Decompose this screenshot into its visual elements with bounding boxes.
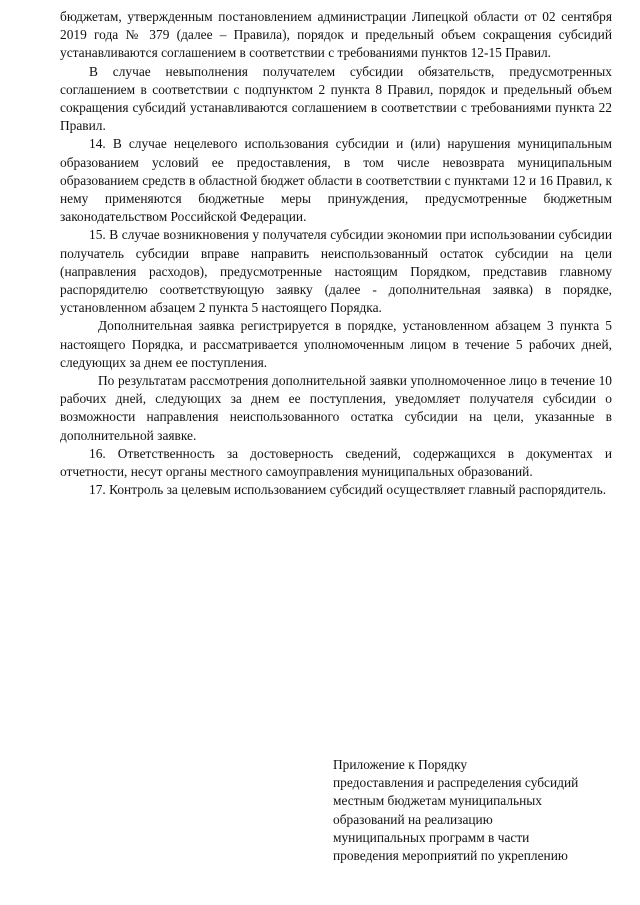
appendix-line: проведения мероприятий по укреплению (333, 848, 568, 864)
appendix-line: образований на реализацию (333, 811, 493, 827)
appendix-heading (333, 756, 618, 865)
appendix-line: предоставления и распределения субсидий (333, 775, 579, 791)
appendix-line: местным бюджетам муниципальных (333, 793, 542, 809)
document-body (60, 8, 612, 499)
paragraph-rules-continuation: бюджетам, утвержденным постановлением администрации Липецкой области от 02 сентября 2019 года № 379 (далее – Правила), порядок и предельный объем сокращения субсидий устанавливаются соглашением в соответствии с требованиями пунктов 12-15 Правил. (60, 9, 612, 61)
paragraph-review-results: По результатам рассмотрения дополнительной заявки уполномоченное лицо в течение 10 рабочих дней, следующих за днем ее поступления, уведомляет получателя субсидии о возможности направления неиспользованного остатка субсидии на цели, указанные в дополнительной заявке. (60, 373, 612, 443)
paragraph-item-16: 16. Ответственность за достоверность сведений, содержащихся в документах и отчетности, несут органы местного самоуправления муниципальных образований. (60, 445, 612, 480)
paragraph-item-17: 17. Контроль за целевым использованием субсидий осуществляет главный распорядитель. (89, 482, 607, 498)
paragraph-item-14: 14. В случае нецелевого использования субсидии и (или) нарушения муниципальным образованием условий ее предоставления, в том числе невозврата муниципальным образованием средств в областной бюджет области в соответствии с пунктами 12 и 16 Правил, к нему применяются бюджетные меры принуждения, предусмотренные бюджетным законодательством Российской Федерации. (60, 136, 612, 225)
paragraph-nonfulfillment: В случае невыполнения получателем субсидии обязательств, предусмотренных соглашением в соответствии с подпунктом 2 пункта 8 Правил, порядок и предельный объем сокращения субсидий устанавливаются соглашением в соответствии с требованиями пункта 22 Правил. (60, 63, 612, 134)
appendix-line: Приложение к Порядку (333, 757, 468, 772)
paragraph-additional-request: Дополнительная заявка регистрируется в порядке, установленном абзацем 3 пункта 5 настоящего Порядка, и рассматривается уполномоченным лицом в течение 5 рабочих дней, следующих за днем ее поступления. (60, 318, 612, 370)
appendix-line: муниципальных программ в части (333, 829, 530, 845)
paragraph-item-15: 15. В случае возникновения у получателя субсидии экономии при использовании субсидии получатель субсидии вправе направить неиспользованный остаток субсидии на цели (направления расходов), предусмотренные настоящим Порядком, представив главному распорядителю соответствующую заявку (далее - дополнительная заявка) в порядке, установленном абзацем 2 пункта 5 настоящего Порядка. (60, 227, 612, 316)
